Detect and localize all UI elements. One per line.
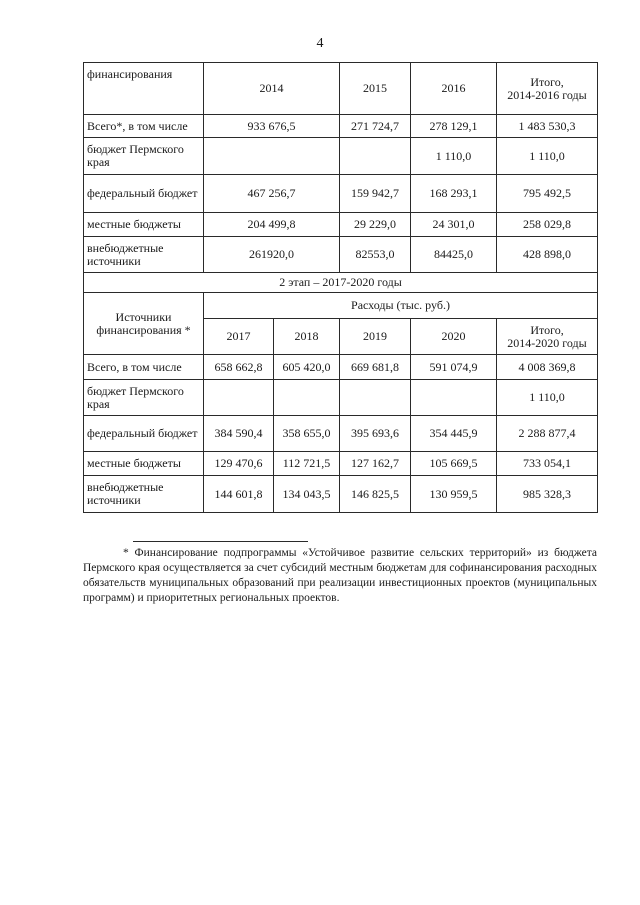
stage2-total-header-line1: Итого, [530,322,564,337]
cell-value: 278 129,1 [411,115,497,138]
stage2-row-federal-budget [84,416,598,452]
cell-value: 358 655,0 [274,416,340,452]
stage1-year-2015: 2015 [340,63,411,115]
cell-value: 105 669,5 [411,452,497,476]
cell-value [411,380,497,416]
stage1-row-extrabudgetary [84,237,598,273]
stage2-row-perm-budget [84,380,598,416]
stage1-row-local-budgets [84,213,598,237]
cell-value: 467 256,7 [204,175,340,213]
row-label: федеральный бюджет [84,416,204,452]
stage1-total-header-line1: Итого, [530,74,564,89]
cell-value: 271 724,7 [340,115,411,138]
stage1-row-federal-budget [84,175,598,213]
stage1-row-perm-budget [84,138,598,175]
cell-value: 2 288 877,4 [497,416,598,452]
cell-value: 1 483 530,3 [497,115,598,138]
cell-value: 395 693,6 [340,416,411,452]
stage2-table [84,273,598,513]
cell-value: 84425,0 [411,237,497,273]
cell-value [340,380,411,416]
row-label: Всего, в том числе [84,355,204,380]
stage1-header-label: финансирования [84,63,204,115]
row-label: Всего*, в том числе [84,115,204,138]
cell-value: 1 110,0 [497,380,598,416]
cell-value: 146 825,5 [340,476,411,513]
cell-value: 82553,0 [340,237,411,273]
cell-value: 669 681,8 [340,355,411,380]
stage1-year-2014: 2014 [204,63,340,115]
cell-value: 159 942,7 [340,175,411,213]
cell-value [204,380,274,416]
page-number: 4 [316,36,324,51]
cell-value: 24 301,0 [411,213,497,237]
cell-value [274,380,340,416]
stage2-total-header-line2: 2014-2020 годы [507,335,587,350]
cell-value: 129 470,6 [204,452,274,476]
row-label: внебюджетные источники [84,237,204,273]
financing-table [83,62,598,513]
stage2-sources-header: Источники финансирования * [84,293,204,355]
row-label: внебюджетные источники [84,476,204,513]
cell-value: 933 676,5 [204,115,340,138]
stage1-row-total [84,115,598,138]
cell-value: 204 499,8 [204,213,340,237]
cell-value: 29 229,0 [340,213,411,237]
cell-value: 605 420,0 [274,355,340,380]
cell-value: 591 074,9 [411,355,497,380]
footnote-divider [133,541,308,542]
cell-value: 428 898,0 [497,237,598,273]
cell-value: 258 029,8 [497,213,598,237]
cell-value: 795 492,5 [497,175,598,213]
cell-value: 144 601,8 [204,476,274,513]
cell-value: 733 054,1 [497,452,598,476]
row-label: местные бюджеты [84,213,204,237]
cell-value: 127 162,7 [340,452,411,476]
cell-value: 985 328,3 [497,476,598,513]
cell-value: 112 721,5 [274,452,340,476]
cell-value [204,138,340,175]
cell-value: 4 008 369,8 [497,355,598,380]
stage1-table [84,63,598,273]
row-label: федеральный бюджет [84,175,204,213]
cell-value: 658 662,8 [204,355,274,380]
stage2-row-local-budgets [84,452,598,476]
cell-value: 384 590,4 [204,416,274,452]
stage1-total-header [497,63,598,115]
footnote-text: * Финансирование подпрограммы «Устойчивое развитие сельских территорий» из бюджета Пермского края осуществляется за счет субсидий местным бюджетам для софинансирования расходных обязательств муниципальных образований при реализации инвестиционных проектов (муниципальных программ) и приоритетных региональных проектов. [83,547,597,604]
stage1-header-row [84,63,598,115]
row-label: местные бюджеты [84,452,204,476]
stage2-title-row [84,273,598,293]
row-label: бюджет Пермского края [84,138,204,175]
stage2-year-2019: 2019 [340,319,411,355]
stage2-row-total [84,355,598,380]
financing-table-container [83,62,597,513]
stage2-year-2020: 2020 [411,319,497,355]
cell-value: 130 959,5 [411,476,497,513]
footnote [83,541,597,606]
cell-value: 134 043,5 [274,476,340,513]
stage1-year-2016: 2016 [411,63,497,115]
stage2-header-row [84,293,598,319]
stage2-title: 2 этап – 2017-2020 годы [84,273,598,293]
stage2-year-2017: 2017 [204,319,274,355]
cell-value: 354 445,9 [411,416,497,452]
stage2-row-extrabudgetary [84,476,598,513]
stage2-expenses-header: Расходы (тыс. руб.) [204,293,598,319]
row-label: бюджет Пермского края [84,380,204,416]
stage2-total-header [497,319,598,355]
cell-value: 1 110,0 [411,138,497,175]
stage2-year-2018: 2018 [274,319,340,355]
cell-value: 1 110,0 [497,138,598,175]
stage1-total-header-line2: 2014-2016 годы [507,87,587,102]
cell-value [340,138,411,175]
cell-value: 168 293,1 [411,175,497,213]
cell-value: 261920,0 [204,237,340,273]
